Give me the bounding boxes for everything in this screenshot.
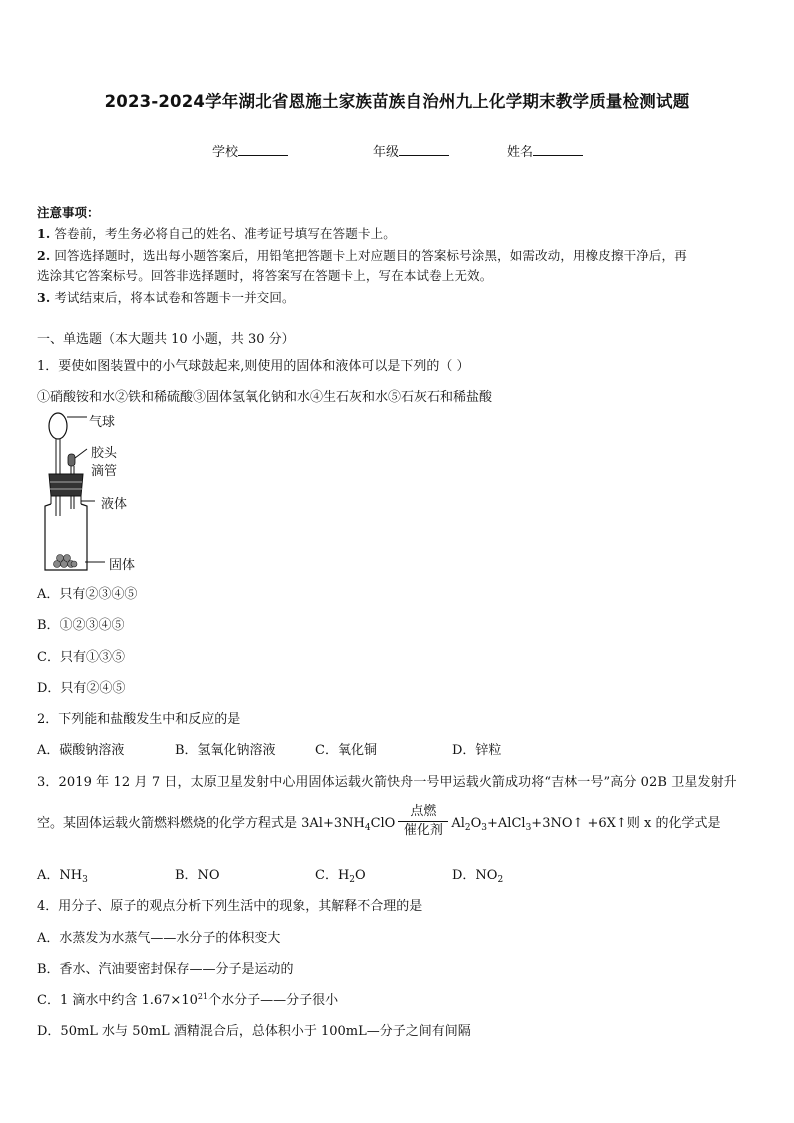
school-field	[212, 141, 288, 160]
question-3-option-b[interactable]: B．NO	[175, 868, 220, 883]
question-2-option-d[interactable]: D．锌粒	[452, 743, 502, 758]
name-blank[interactable]	[533, 143, 583, 156]
notice-item-continued: 选涂其它答案标号。回答非选择题时，将答案写在答题卡上，写在本试卷上无效。	[37, 268, 493, 283]
question-1-stem: 1．要使如图装置中的小气球鼓起来,则使用的固体和液体可以是下列的（ ）	[37, 359, 470, 374]
notice-item: 3. 考试结束后，将本试卷和答题卡一并交回。	[37, 290, 295, 305]
balloon-label: 气球	[89, 415, 116, 430]
section-heading: 一、单选题（本大题共 10 小题，共 30 分）	[37, 332, 295, 347]
question-2-stem: 2．下列能和盐酸发生中和反应的是	[37, 712, 241, 727]
dropper-label-1: 胶头	[91, 446, 118, 461]
question-1-option-b[interactable]: B．①②③④⑤	[37, 618, 125, 633]
question-2-option-a[interactable]: A．碳酸钠溶液	[37, 743, 125, 758]
question-3-option-c[interactable]: C．$H_2O$	[315, 868, 366, 885]
name-label: 姓名	[507, 145, 534, 160]
question-1-option-a[interactable]: A．只有②③④⑤	[37, 587, 138, 602]
name-field	[507, 141, 583, 160]
question-1-choices: ①硝酸铵和水②铁和稀硫酸③固体氢氧化钠和水④生石灰和水⑤石灰石和稀盐酸	[37, 390, 493, 405]
question-3-option-a[interactable]: A．$NH_3$	[37, 868, 88, 885]
question-1-option-c[interactable]: C．只有①③⑤	[37, 650, 125, 665]
question-4-option-c[interactable]: C．1 滴水中约含 $1.67\times 10^{21}$个水分子——分子很小	[37, 992, 339, 1008]
grade-field	[373, 141, 449, 160]
reaction-condition: $\frac{\text{点燃}}{\text{催化剂}}$	[398, 804, 448, 839]
apparatus-drawing	[37, 406, 177, 574]
grade-blank[interactable]	[399, 143, 449, 156]
notice-item: 1. 答卷前，考生务必将自己的姓名、准考证号填写在答题卡上。	[37, 226, 396, 241]
liquid-label: 液体	[101, 497, 128, 512]
notice-heading: 注意事项：	[37, 205, 100, 220]
question-3-equation-line: 空。某固体运载火箭燃料燃烧的化学方程式是 $3Al+3NH_4ClO$ $\frac{\text{点燃}}{\text{催化剂}}$ $Al_2O_3+AlCl_3+3NO↑$ +6X↑则 x 的化学式是	[37, 804, 721, 838]
question-3-option-d[interactable]: D．$NO_2$	[452, 868, 504, 885]
question-4-option-d[interactable]: D．50mL 水与 50mL 酒精混合后，总体积小于 100mL—分子之间有间隔	[37, 1024, 471, 1039]
question-1-option-d[interactable]: D．只有②④⑤	[37, 681, 126, 696]
grade-label: 年级	[373, 145, 400, 160]
solid-label: 固体	[109, 558, 136, 573]
question-4-stem: 4．用分子、原子的观点分析下列生活中的现象，其解释不合理的是	[37, 899, 423, 914]
dropper-label-2: 滴管	[91, 464, 118, 479]
question-2-option-b[interactable]: B．氢氧化钠溶液	[175, 743, 276, 758]
apparatus-diagram	[37, 406, 177, 574]
school-label: 学校	[212, 145, 239, 160]
question-2-option-c[interactable]: C．氧化铜	[315, 743, 377, 758]
question-3-stem: 3．2019 年 12 月 7 日，太原卫星发射中心用固体运载火箭快舟一号甲运载火箭成功将“吉林一号”高分 02B 卫星发射升	[37, 775, 737, 790]
page-title: 2023-2024学年湖北省恩施土家族苗族自治州九上化学期末教学质量检测试题	[104, 92, 690, 111]
notice-item: 2. 回答选择题时，选出每小题答案后，用铅笔把答题卡上对应题目的答案标号涂黑，如需改动，用橡皮擦干净后，再	[37, 248, 687, 263]
school-blank[interactable]	[238, 143, 288, 156]
question-4-option-a[interactable]: A．水蒸发为水蒸气——水分子的体积变大	[37, 931, 281, 946]
question-4-option-b[interactable]: B．香水、汽油要密封保存——分子是运动的	[37, 962, 294, 977]
